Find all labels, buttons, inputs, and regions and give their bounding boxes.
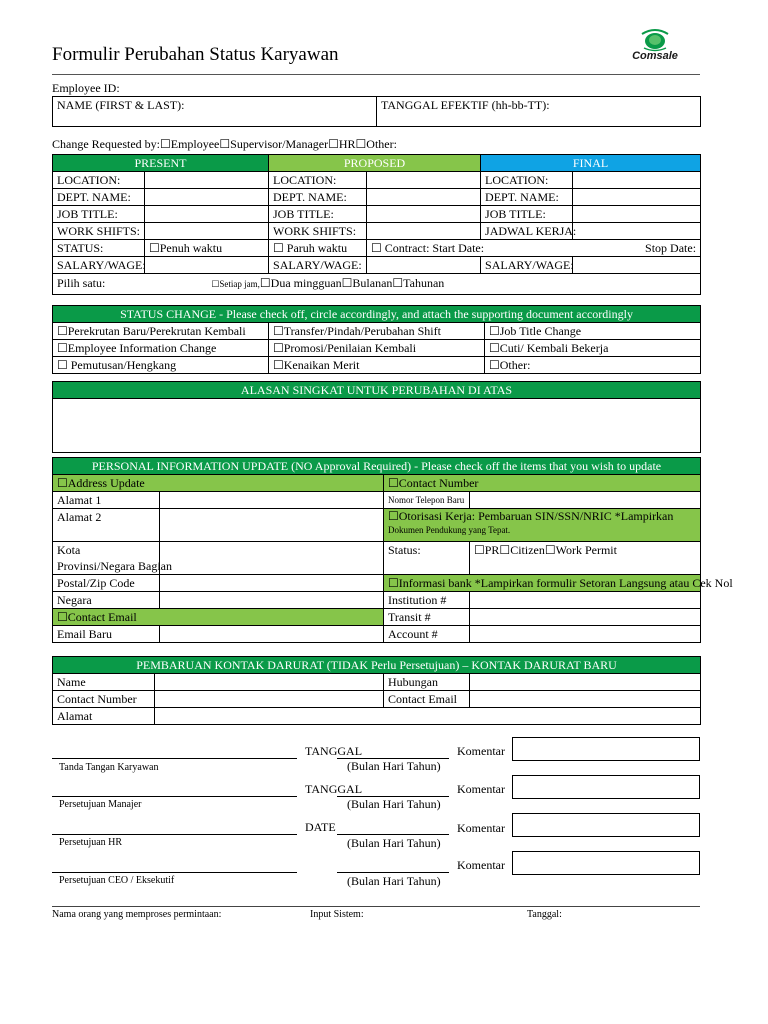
komentar-box-2[interactable] bbox=[512, 775, 700, 799]
reason-textarea[interactable] bbox=[53, 399, 701, 453]
present-dept-field[interactable] bbox=[145, 189, 269, 206]
paruh-waktu-checkbox[interactable]: ☐ Paruh waktu bbox=[269, 240, 367, 257]
proposed-location-label: LOCATION: bbox=[269, 172, 367, 189]
manager-signature-line[interactable] bbox=[52, 796, 297, 797]
date-format-2: (Bulan Hari Tahun) bbox=[347, 797, 441, 811]
emergency-contact-table bbox=[52, 656, 701, 725]
change-requested-label[interactable]: Change Requested by:☐Employee☐Supervisor/Manager☐HR☐Other: bbox=[52, 137, 397, 151]
emergency-name-label: Name bbox=[53, 674, 155, 691]
email-baru-field[interactable] bbox=[160, 626, 384, 643]
status-label: Status: bbox=[384, 542, 470, 575]
final-location-field[interactable] bbox=[573, 172, 701, 189]
emergency-name-field[interactable] bbox=[155, 674, 384, 691]
hr-signature-line[interactable] bbox=[52, 834, 297, 835]
transit-label: Transit # bbox=[384, 609, 470, 626]
final-dept-label: DEPT. NAME: bbox=[481, 189, 573, 206]
manager-approval-label: Persetujuan Manajer bbox=[59, 799, 142, 810]
nomor-telepon-label: Nomor Telepon Baru bbox=[384, 492, 470, 509]
header-rule bbox=[52, 74, 700, 75]
postal-field[interactable] bbox=[160, 575, 384, 592]
address-update-checkbox[interactable]: ☐Address Update bbox=[53, 475, 384, 492]
new-hire-checkbox[interactable]: ☐Perekrutan Baru/Perekrutan Kembali bbox=[53, 323, 269, 340]
work-authorization-checkbox[interactable]: ☐Otorisasi Kerja: Pembaruan SIN/SSN/NRIC *Lampirkan bbox=[388, 509, 674, 523]
other-checkbox[interactable]: ☐Other: bbox=[485, 357, 701, 374]
final-jadwal-kerja-field[interactable] bbox=[573, 223, 701, 240]
komentar-box-3[interactable] bbox=[512, 813, 700, 837]
globe-logo-icon bbox=[622, 26, 688, 52]
hr-date-line[interactable] bbox=[337, 834, 449, 835]
postal-label: Postal/Zip Code bbox=[53, 575, 160, 592]
final-job-title-label: JOB TITLE: bbox=[481, 206, 573, 223]
komentar-box-4[interactable] bbox=[512, 851, 700, 875]
nomor-telepon-field[interactable] bbox=[470, 492, 701, 509]
present-job-title-label: JOB TITLE: bbox=[53, 206, 145, 223]
proposed-dept-field[interactable] bbox=[367, 189, 481, 206]
name-table bbox=[52, 96, 701, 127]
status-table bbox=[52, 154, 701, 295]
proposed-job-title-label: JOB TITLE: bbox=[269, 206, 367, 223]
proposed-salary-field[interactable] bbox=[367, 257, 481, 274]
footer-rule bbox=[52, 906, 700, 907]
present-salary-field[interactable] bbox=[145, 257, 269, 274]
date-format-4: (Bulan Hari Tahun) bbox=[347, 874, 441, 888]
kota-field[interactable] bbox=[160, 542, 384, 575]
tanggal-label-1: TANGGAL bbox=[305, 744, 363, 758]
ceo-signature-line[interactable] bbox=[52, 872, 297, 873]
komentar-label-4: Komentar bbox=[457, 858, 505, 872]
ceo-approval-label: Persetujuan CEO / Eksekutif bbox=[59, 875, 175, 886]
present-job-title-field[interactable] bbox=[145, 206, 269, 223]
contact-email-checkbox[interactable]: ☐Contact Email bbox=[53, 609, 384, 626]
system-input-label: Input Sistem: bbox=[310, 909, 364, 920]
leave-checkbox[interactable]: ☐Cuti/ Kembali Bekerja bbox=[485, 340, 701, 357]
provinsi-label: Provinsi/Negara Bagian bbox=[57, 559, 172, 573]
present-location-field[interactable] bbox=[145, 172, 269, 189]
kota-label: Kota bbox=[57, 543, 81, 557]
present-work-shifts-label: WORK SHIFTS: bbox=[53, 223, 145, 240]
komentar-label-1: Komentar bbox=[457, 744, 505, 758]
penuh-waktu-checkbox[interactable]: ☐Penuh waktu bbox=[145, 240, 269, 257]
final-job-title-field[interactable] bbox=[573, 206, 701, 223]
alamat2-label: Alamat 2 bbox=[53, 509, 160, 542]
present-dept-label: DEPT. NAME: bbox=[53, 189, 145, 206]
present-work-shifts-field[interactable] bbox=[145, 223, 269, 240]
effective-date-field[interactable]: TANGGAL EFEKTIF (hh-bb-TT): bbox=[377, 97, 701, 127]
status-options[interactable]: ☐PR☐Citizen☐Work Permit bbox=[470, 542, 701, 575]
emergency-email-label: Contact Email bbox=[384, 691, 470, 708]
company-logo bbox=[622, 26, 688, 66]
employee-signature-label: Tanda Tangan Karyawan bbox=[59, 762, 159, 773]
email-baru-label: Email Baru bbox=[53, 626, 160, 643]
page-title: Formulir Perubahan Status Karyawan bbox=[52, 44, 339, 65]
promotion-checkbox[interactable]: ☐Promosi/Penilaian Kembali bbox=[269, 340, 485, 357]
footer-date-label: Tanggal: bbox=[527, 909, 562, 920]
proposed-header: PROPOSED bbox=[269, 155, 481, 172]
employee-id-label: Employee ID: bbox=[52, 81, 120, 95]
komentar-label-2: Komentar bbox=[457, 782, 505, 796]
institution-label: Institution # bbox=[384, 592, 470, 609]
hubungan-field[interactable] bbox=[470, 674, 701, 691]
date-label-3: DATE bbox=[305, 820, 336, 834]
negara-field[interactable] bbox=[160, 592, 384, 609]
proposed-work-shifts-field[interactable] bbox=[367, 223, 481, 240]
hubungan-label: Hubungan bbox=[384, 674, 470, 691]
hr-approval-label: Persetujuan HR bbox=[59, 837, 123, 848]
bank-info-checkbox[interactable]: ☐Informasi bank *Lampirkan formulir Setoran Langsung atau Cek Nol bbox=[384, 575, 701, 592]
reason-header: ALASAN SINGKAT UNTUK PERUBAHAN DI ATAS bbox=[53, 382, 701, 399]
supporting-document-note: Dokumen Pendukung yang Tepat. bbox=[388, 525, 511, 535]
final-dept-field[interactable] bbox=[573, 189, 701, 206]
pilih-satu-label: Pilih satu: bbox=[57, 276, 106, 290]
employee-info-change-checkbox[interactable]: ☐Employee Information Change bbox=[53, 340, 269, 357]
transfer-checkbox[interactable]: ☐Transfer/Pindah/Perubahan Shift bbox=[269, 323, 485, 340]
final-salary-label: SALARY/WAGE: bbox=[481, 257, 573, 274]
contact-number-checkbox[interactable]: ☐Contact Number bbox=[384, 475, 701, 492]
name-field[interactable]: NAME (FIRST & LAST): bbox=[53, 97, 377, 127]
final-location-label: LOCATION: bbox=[481, 172, 573, 189]
setiap-jam-checkbox[interactable]: ☐Setiap jam, bbox=[211, 279, 260, 289]
proposed-dept-label: DEPT. NAME: bbox=[269, 189, 367, 206]
final-salary-field[interactable] bbox=[573, 257, 701, 274]
alamat1-field[interactable] bbox=[160, 492, 384, 509]
status-label: STATUS: bbox=[53, 240, 145, 257]
present-header: PRESENT bbox=[53, 155, 269, 172]
termination-checkbox[interactable]: ☐ Pemutusan/Hengkang bbox=[53, 357, 269, 374]
proposed-work-shifts-label: WORK SHIFTS: bbox=[269, 223, 367, 240]
pay-frequency-options[interactable]: ☐Dua mingguan☐Bulanan☐Tahunan bbox=[259, 276, 445, 290]
merit-increase-checkbox[interactable]: ☐Kenaikan Merit bbox=[269, 357, 485, 374]
emergency-alamat-field[interactable] bbox=[155, 708, 701, 725]
alamat2-field[interactable] bbox=[160, 509, 384, 542]
job-title-change-checkbox[interactable]: ☐Job Title Change bbox=[485, 323, 701, 340]
personal-info-header: PERSONAL INFORMATION UPDATE (NO Approval Required) - Please check off the items that you wish to update bbox=[53, 458, 701, 475]
contract-checkbox[interactable]: ☐ Contract: Start Date: bbox=[367, 240, 573, 257]
status-change-header: STATUS CHANGE - Please check off, circle accordingly, and attach the supporting document accordingly bbox=[53, 306, 701, 323]
negara-label: Negara bbox=[53, 592, 160, 609]
logo-text: Comsale bbox=[632, 50, 678, 62]
komentar-box-1[interactable] bbox=[512, 737, 700, 761]
account-field[interactable] bbox=[470, 626, 701, 643]
emergency-number-field[interactable] bbox=[155, 691, 384, 708]
tanggal-label-2: TANGGAL bbox=[305, 782, 363, 796]
emergency-number-label: Contact Number bbox=[53, 691, 155, 708]
emergency-header: PEMBARUAN KONTAK DARURAT (TIDAK Perlu Persetujuan) – KONTAK DARURAT BARU bbox=[53, 657, 701, 674]
present-salary-label: SALARY/WAGE: bbox=[53, 257, 145, 274]
reason-table bbox=[52, 381, 701, 453]
proposed-location-field[interactable] bbox=[367, 172, 481, 189]
account-label: Account # bbox=[384, 626, 470, 643]
status-change-table bbox=[52, 305, 701, 374]
alamat1-label: Alamat 1 bbox=[53, 492, 160, 509]
ceo-date-line[interactable] bbox=[337, 872, 449, 873]
date-format-1: (Bulan Hari Tahun) bbox=[347, 759, 441, 773]
final-header: FINAL bbox=[481, 155, 701, 172]
institution-field[interactable] bbox=[470, 592, 701, 609]
processor-name-label: Nama orang yang memproses permintaan: bbox=[52, 909, 222, 920]
komentar-label-3: Komentar bbox=[457, 821, 505, 835]
present-location-label: LOCATION: bbox=[53, 172, 145, 189]
date-format-3: (Bulan Hari Tahun) bbox=[347, 836, 441, 850]
transit-field[interactable] bbox=[470, 609, 701, 626]
employee-signature-line[interactable] bbox=[52, 758, 297, 759]
proposed-job-title-field[interactable] bbox=[367, 206, 481, 223]
emergency-alamat-label: Alamat bbox=[53, 708, 155, 725]
final-jadwal-kerja-label: JADWAL KERJA: bbox=[481, 223, 573, 240]
stop-date-label: Stop Date: bbox=[573, 240, 701, 257]
emergency-email-field[interactable] bbox=[470, 691, 701, 708]
personal-info-table bbox=[52, 457, 733, 643]
proposed-salary-label: SALARY/WAGE: bbox=[269, 257, 367, 274]
